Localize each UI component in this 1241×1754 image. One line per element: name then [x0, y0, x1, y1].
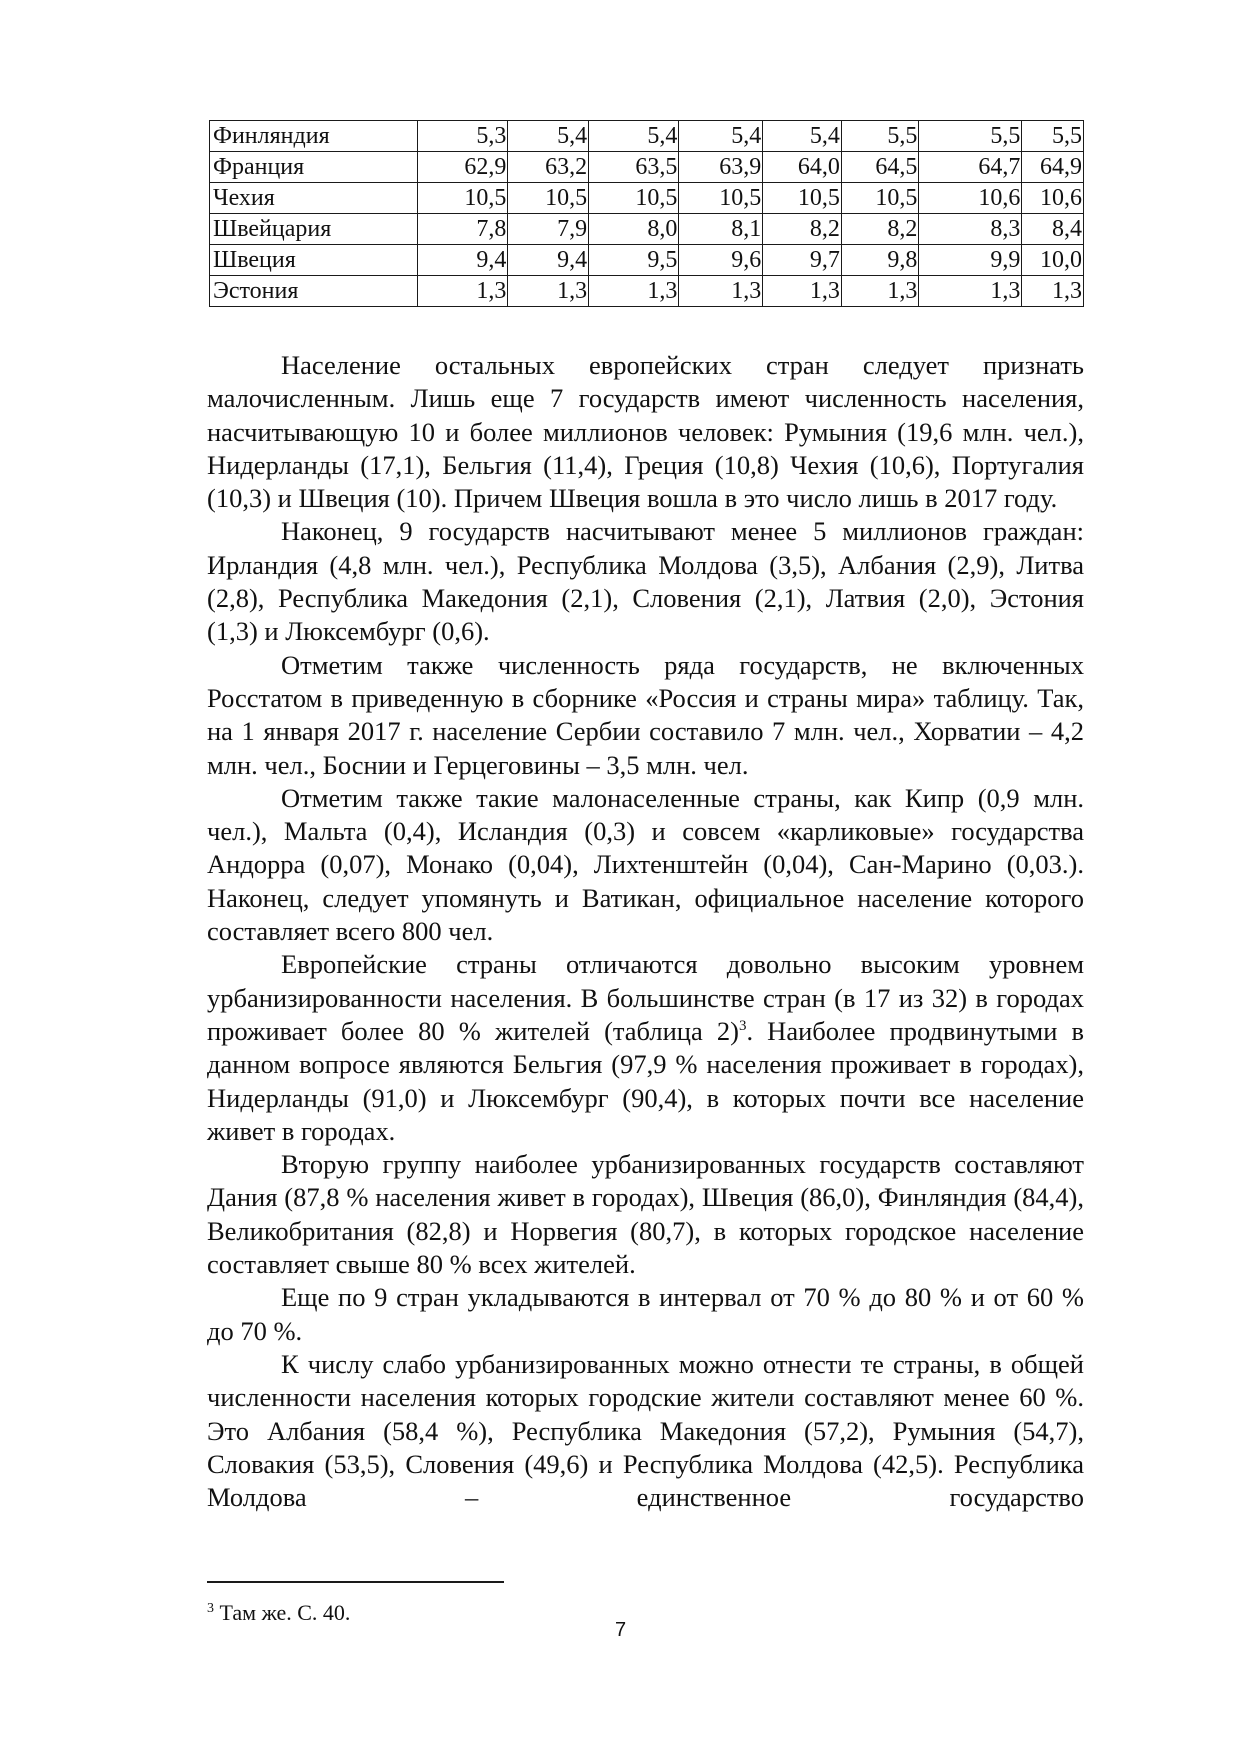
value-cell: 7,9 — [508, 214, 589, 245]
value-cell: 8,0 — [589, 214, 679, 245]
value-cell: 1,3 — [508, 276, 589, 307]
value-cell: 1,3 — [418, 276, 508, 307]
value-cell: 10,0 — [1022, 245, 1084, 276]
paragraph-urbanization — [207, 948, 1084, 1148]
value-cell: 64,0 — [763, 152, 842, 183]
country-cell: Эстония — [210, 276, 418, 307]
footnote-text: Там же. С. 40. — [219, 1600, 351, 1625]
table-row — [210, 183, 1084, 214]
paragraph: Вторую группу наиболее урбанизированных государств составляют Дания (87,8 % населения живет в городах), Швеция (86,0), Финляндия (84,4), Великобритания (82,8) и Норвегия (80,7), в которых городское население составляет свыше 80 % всех жителей. — [207, 1149, 1084, 1280]
population-table — [209, 120, 1084, 307]
value-cell: 5,4 — [508, 121, 589, 152]
value-cell: 63,2 — [508, 152, 589, 183]
body-text — [207, 349, 1084, 1514]
value-cell: 10,6 — [1022, 183, 1084, 214]
value-cell: 64,9 — [1022, 152, 1084, 183]
value-cell: 9,5 — [589, 245, 679, 276]
value-cell: 9,4 — [508, 245, 589, 276]
value-cell: 63,5 — [589, 152, 679, 183]
value-cell: 5,4 — [679, 121, 763, 152]
value-cell: 8,1 — [679, 214, 763, 245]
value-cell: 10,5 — [589, 183, 679, 214]
value-cell: 5,4 — [589, 121, 679, 152]
table-row — [210, 214, 1084, 245]
footnote-reference[interactable]: 3 — [738, 1017, 747, 1034]
value-cell: 1,3 — [919, 276, 1022, 307]
value-cell: 7,8 — [418, 214, 508, 245]
value-cell: 9,6 — [679, 245, 763, 276]
value-cell: 9,4 — [418, 245, 508, 276]
paragraph-text: . Наиболее продвинутыми в данном вопросе являются Бельгия (97,9 % населения проживает в городах), Нидерланды (91,0) и Люксембург (90,4), в которых почти все население живет в городах. — [207, 1015, 1085, 1146]
value-cell: 9,7 — [763, 245, 842, 276]
value-cell: 8,3 — [919, 214, 1022, 245]
paragraph: Наконец, 9 государств насчитывают менее 5 миллионов граждан: Ирландия (4,8 млн. чел.), Республика Молдова (3,5), Албания (2,9), Литва (2,8), Республика Македония (2,1), Словения (2,1), Латвия (2,0), Эстония (1,3) и Люксембург (0,6). — [207, 516, 1084, 647]
population-table-body — [210, 121, 1084, 307]
table-row — [210, 276, 1084, 307]
paragraph-text: Европейские страны отличаются довольно высоким уровнем урбанизированности населения. В большинстве стран (в 17 из 32) в городах проживает более 80 % жителей (таблица 2) — [207, 949, 1084, 1046]
table-row — [210, 245, 1084, 276]
value-cell: 8,2 — [841, 214, 919, 245]
value-cell: 5,5 — [919, 121, 1022, 152]
value-cell: 9,8 — [841, 245, 919, 276]
value-cell: 1,3 — [841, 276, 919, 307]
value-cell: 10,5 — [508, 183, 589, 214]
paragraph: Отметим также численность ряда государств, не включенных Росстатом в приведенную в сборнике «Россия и страны мира» таблицу. Так, на 1 января 2017 г. население Сербии составило 7 млн. чел., Хорватии – 4,2 млн. чел., Боснии и Герцеговины – 3,5 млн. чел. — [207, 649, 1084, 780]
value-cell: 10,6 — [919, 183, 1022, 214]
table-row — [210, 121, 1084, 152]
value-cell: 62,9 — [418, 152, 508, 183]
country-cell: Швейцария — [210, 214, 418, 245]
value-cell: 9,9 — [919, 245, 1022, 276]
value-cell: 10,5 — [679, 183, 763, 214]
value-cell: 63,9 — [679, 152, 763, 183]
value-cell: 64,5 — [841, 152, 919, 183]
value-cell: 10,5 — [763, 183, 842, 214]
value-cell: 5,4 — [763, 121, 842, 152]
footnote-separator — [207, 1581, 504, 1583]
country-cell: Швеция — [210, 245, 418, 276]
value-cell: 8,2 — [763, 214, 842, 245]
value-cell: 10,5 — [418, 183, 508, 214]
country-cell: Финляндия — [210, 121, 418, 152]
value-cell: 5,5 — [841, 121, 919, 152]
value-cell: 64,7 — [919, 152, 1022, 183]
paragraph: Еще по 9 стран укладываются в интервал от 70 % до 80 % и от 60 % до 70 %. — [207, 1282, 1084, 1346]
value-cell: 5,3 — [418, 121, 508, 152]
country-cell: Чехия — [210, 183, 418, 214]
paragraph: Отметим также такие малонаселенные страны, как Кипр (0,9 млн. чел.), Мальта (0,4), Исландия (0,3) и совсем «карликовые» государства Андорра (0,07), Монако (0,04), Лихтенштейн (0,04), Сан-Марино (0,03.). Наконец, следует упомянуть и Ватикан, официальное население которого составляет всего 800 чел. — [207, 782, 1084, 947]
value-cell: 1,3 — [679, 276, 763, 307]
value-cell: 1,3 — [1022, 276, 1084, 307]
value-cell: 1,3 — [589, 276, 679, 307]
value-cell: 8,4 — [1022, 214, 1084, 245]
footnote — [207, 1596, 350, 1626]
table-row — [210, 152, 1084, 183]
page-number: 7 — [614, 1619, 627, 1641]
footnote-number: 3 — [207, 1601, 214, 1616]
value-cell: 5,5 — [1022, 121, 1084, 152]
paragraph: Население остальных европейских стран следует признать малочисленным. Лишь еще 7 государств имеют численность населения, насчитывающую 10 и более миллионов человек: Румыния (19,6 млн. чел.), Нидерланды (17,1), Бельгия (11,4), Греция (10,8) Чехия (10,6), Португалия (10,3) и Швеция (10). Причем Швеция вошла в это число лишь в 2017 году. — [207, 350, 1084, 514]
value-cell: 10,5 — [841, 183, 919, 214]
country-cell: Франция — [210, 152, 418, 183]
paragraph: К числу слабо урбанизированных можно отнести те страны, в общей численности населения которых городские жители составляют менее 60 %. Это Албания (58,4 %), Республика Македония (57,2), Румыния (54,7), Словакия (53,5), Словения (49,6) и Республика Молдова (42,5). Республика Молдова – единственное государство — [207, 1348, 1084, 1513]
value-cell: 1,3 — [763, 276, 842, 307]
